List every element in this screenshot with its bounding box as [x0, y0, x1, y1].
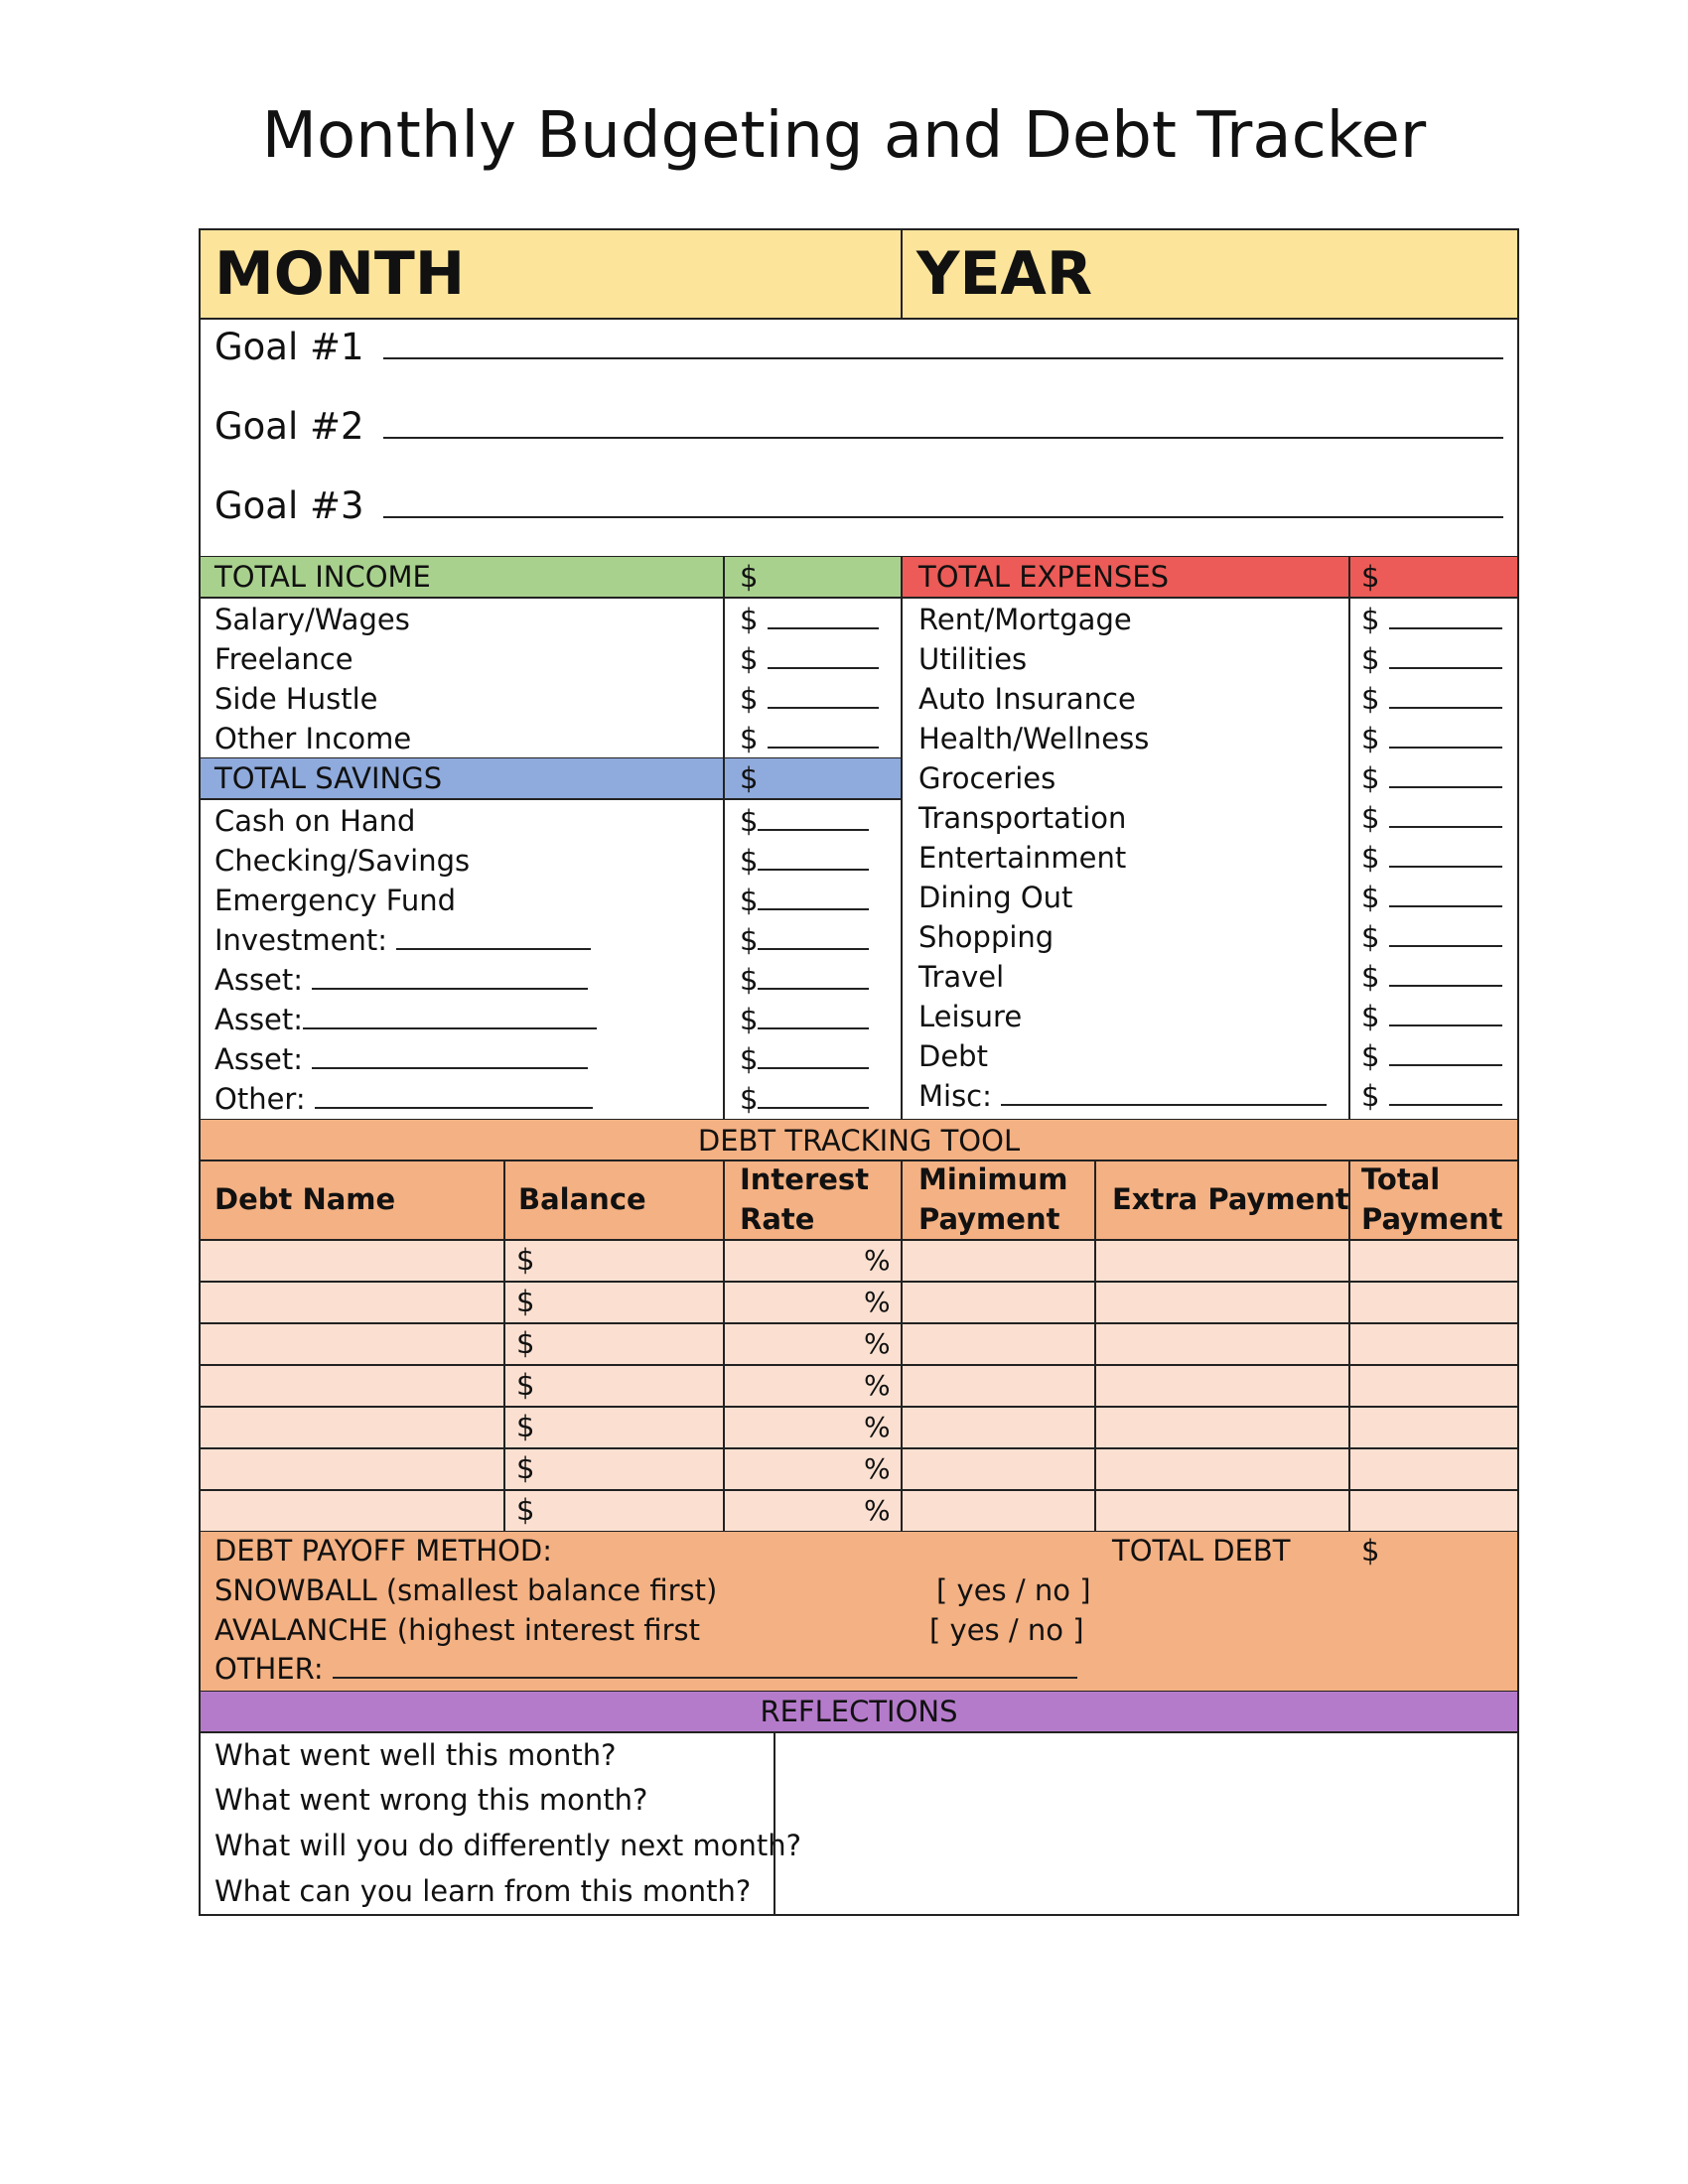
expense-amount[interactable]: $ [1361, 1036, 1502, 1076]
savings-item-asset: Asset: [214, 1000, 597, 1039]
reflection-question: What went wrong this month? [214, 1783, 648, 1817]
expense-amount[interactable]: $ [1361, 878, 1502, 917]
expense-amount[interactable]: $ [1361, 600, 1502, 639]
row-interest-percent: % [864, 1244, 891, 1277]
expenses-total-currency: $ [1361, 560, 1380, 594]
expense-item-dining: Dining Out [918, 881, 1073, 914]
income-total-currency: $ [740, 560, 759, 594]
total-debt-currency[interactable]: $ [1361, 1534, 1380, 1568]
reflections-heading: REFLECTIONS [760, 1695, 958, 1728]
col-interest-line2: Rate [740, 1202, 815, 1236]
row-interest-percent: % [864, 1327, 891, 1360]
expense-amount[interactable]: $ [1361, 917, 1502, 957]
savings-item-other: Other: [214, 1079, 593, 1119]
income-amount[interactable]: $ [740, 719, 879, 758]
income-amount[interactable]: $ [740, 639, 879, 679]
savings-item-cash: Cash on Hand [214, 804, 416, 838]
goal-2-label: Goal #2 [214, 405, 364, 448]
expense-amount[interactable]: $ [1361, 758, 1502, 798]
row-balance-currency: $ [516, 1493, 535, 1527]
savings-heading: TOTAL SAVINGS [214, 761, 443, 795]
savings-amount[interactable]: $ [740, 920, 869, 960]
savings-amount[interactable]: $ [740, 960, 869, 1000]
income-item-salary: Salary/Wages [214, 603, 410, 636]
goal-3-label: Goal #3 [214, 484, 364, 527]
row-balance-currency: $ [516, 1410, 535, 1443]
year-label: YEAR [916, 239, 1093, 309]
savings-item-asset: Asset: [214, 960, 588, 1000]
expense-item-rent: Rent/Mortgage [918, 603, 1132, 636]
payoff-snowball: SNOWBALL (smallest balance first) [214, 1573, 718, 1607]
payoff-heading: DEBT PAYOFF METHOD: [214, 1534, 553, 1568]
col-extra-payment: Extra Payment [1112, 1182, 1349, 1216]
row-interest-percent: % [864, 1369, 891, 1402]
reflection-question: What will you do differently next month? [214, 1829, 801, 1862]
goal-2-line[interactable] [383, 437, 1503, 439]
expense-amount[interactable]: $ [1361, 838, 1502, 878]
payoff-snowball-choice[interactable]: [ yes / no ] [936, 1573, 1091, 1607]
payoff-other: OTHER: [214, 1649, 1077, 1689]
goal-1-line[interactable] [383, 357, 1503, 359]
expense-item-misc: Misc: [918, 1076, 1327, 1116]
expense-item-travel: Travel [918, 960, 1005, 994]
row-balance-currency: $ [516, 1243, 535, 1277]
row-balance-currency: $ [516, 1368, 535, 1402]
expense-item-utilities: Utilities [918, 642, 1028, 676]
goal-3[interactable] [214, 484, 1503, 528]
expense-amount[interactable]: $ [1361, 1076, 1502, 1116]
income-amount[interactable]: $ [740, 679, 879, 719]
col-balance: Balance [518, 1182, 646, 1216]
col-minimum-line2: Payment [918, 1202, 1060, 1236]
savings-amount[interactable]: $ [740, 1079, 869, 1119]
row-interest-percent: % [864, 1494, 891, 1527]
row-interest-percent: % [864, 1452, 891, 1485]
expense-item-groceries: Groceries [918, 761, 1056, 795]
income-heading: TOTAL INCOME [214, 560, 431, 594]
savings-total-currency: $ [740, 761, 759, 795]
savings-amount[interactable]: $ [740, 1000, 869, 1039]
total-debt-label: TOTAL DEBT [1112, 1534, 1291, 1568]
reflection-question: What can you learn from this month? [214, 1874, 752, 1908]
col-total-line1: Total [1361, 1162, 1441, 1196]
savings-item-emergency: Emergency Fund [214, 884, 457, 917]
savings-amount[interactable]: $ [740, 1039, 869, 1079]
col-interest-line1: Interest [740, 1162, 870, 1196]
expense-amount[interactable]: $ [1361, 957, 1502, 997]
row-balance-currency: $ [516, 1326, 535, 1360]
savings-item-asset: Asset: [214, 1039, 588, 1079]
savings-item-investment: Investment: [214, 920, 591, 960]
goal-2[interactable] [214, 405, 1503, 449]
income-item-other: Other Income [214, 722, 412, 755]
expense-item-shopping: Shopping [918, 920, 1055, 954]
row-balance-currency: $ [516, 1451, 535, 1485]
col-minimum-line1: Minimum [918, 1162, 1068, 1196]
expense-item-entertainment: Entertainment [918, 841, 1127, 875]
goal-3-line[interactable] [383, 516, 1503, 518]
debt-rows-bg [201, 1240, 1517, 1532]
expense-item-transportation: Transportation [918, 801, 1127, 835]
income-item-freelance: Freelance [214, 642, 353, 676]
row-balance-currency: $ [516, 1285, 535, 1318]
expense-amount[interactable]: $ [1361, 719, 1502, 758]
savings-amount[interactable]: $ [740, 881, 869, 920]
expense-amount[interactable]: $ [1361, 798, 1502, 838]
expense-item-debt: Debt [918, 1039, 988, 1073]
payoff-avalanche-choice[interactable]: [ yes / no ] [929, 1613, 1084, 1647]
savings-item-checking: Checking/Savings [214, 844, 471, 878]
row-interest-percent: % [864, 1286, 891, 1318]
savings-amount[interactable]: $ [740, 801, 869, 841]
month-label: MONTH [214, 239, 466, 309]
payoff-avalanche: AVALANCHE (highest interest first [214, 1613, 700, 1647]
expense-item-health: Health/Wellness [918, 722, 1150, 755]
col-debt-name: Debt Name [214, 1182, 396, 1216]
savings-amount[interactable]: $ [740, 841, 869, 881]
expense-item-auto-insurance: Auto Insurance [918, 682, 1136, 716]
income-item-side-hustle: Side Hustle [214, 682, 378, 716]
expense-amount[interactable]: $ [1361, 997, 1502, 1036]
income-amount[interactable]: $ [740, 600, 879, 639]
col-total-line2: Payment [1361, 1202, 1503, 1236]
row-interest-percent: % [864, 1411, 891, 1443]
goal-1[interactable] [214, 326, 1503, 369]
budget-sheet [199, 228, 1519, 1916]
expense-amount[interactable]: $ [1361, 639, 1502, 679]
expenses-heading: TOTAL EXPENSES [918, 560, 1170, 594]
expense-item-leisure: Leisure [918, 1000, 1023, 1033]
page-title: Monthly Budgeting and Debt Tracker [261, 99, 1427, 173]
goal-1-label: Goal #1 [214, 326, 364, 368]
reflection-question: What went well this month? [214, 1738, 617, 1772]
reflection-notes-area[interactable] [776, 1733, 1517, 1914]
expense-amount[interactable]: $ [1361, 679, 1502, 719]
debt-tool-heading: DEBT TRACKING TOOL [697, 1124, 1021, 1158]
